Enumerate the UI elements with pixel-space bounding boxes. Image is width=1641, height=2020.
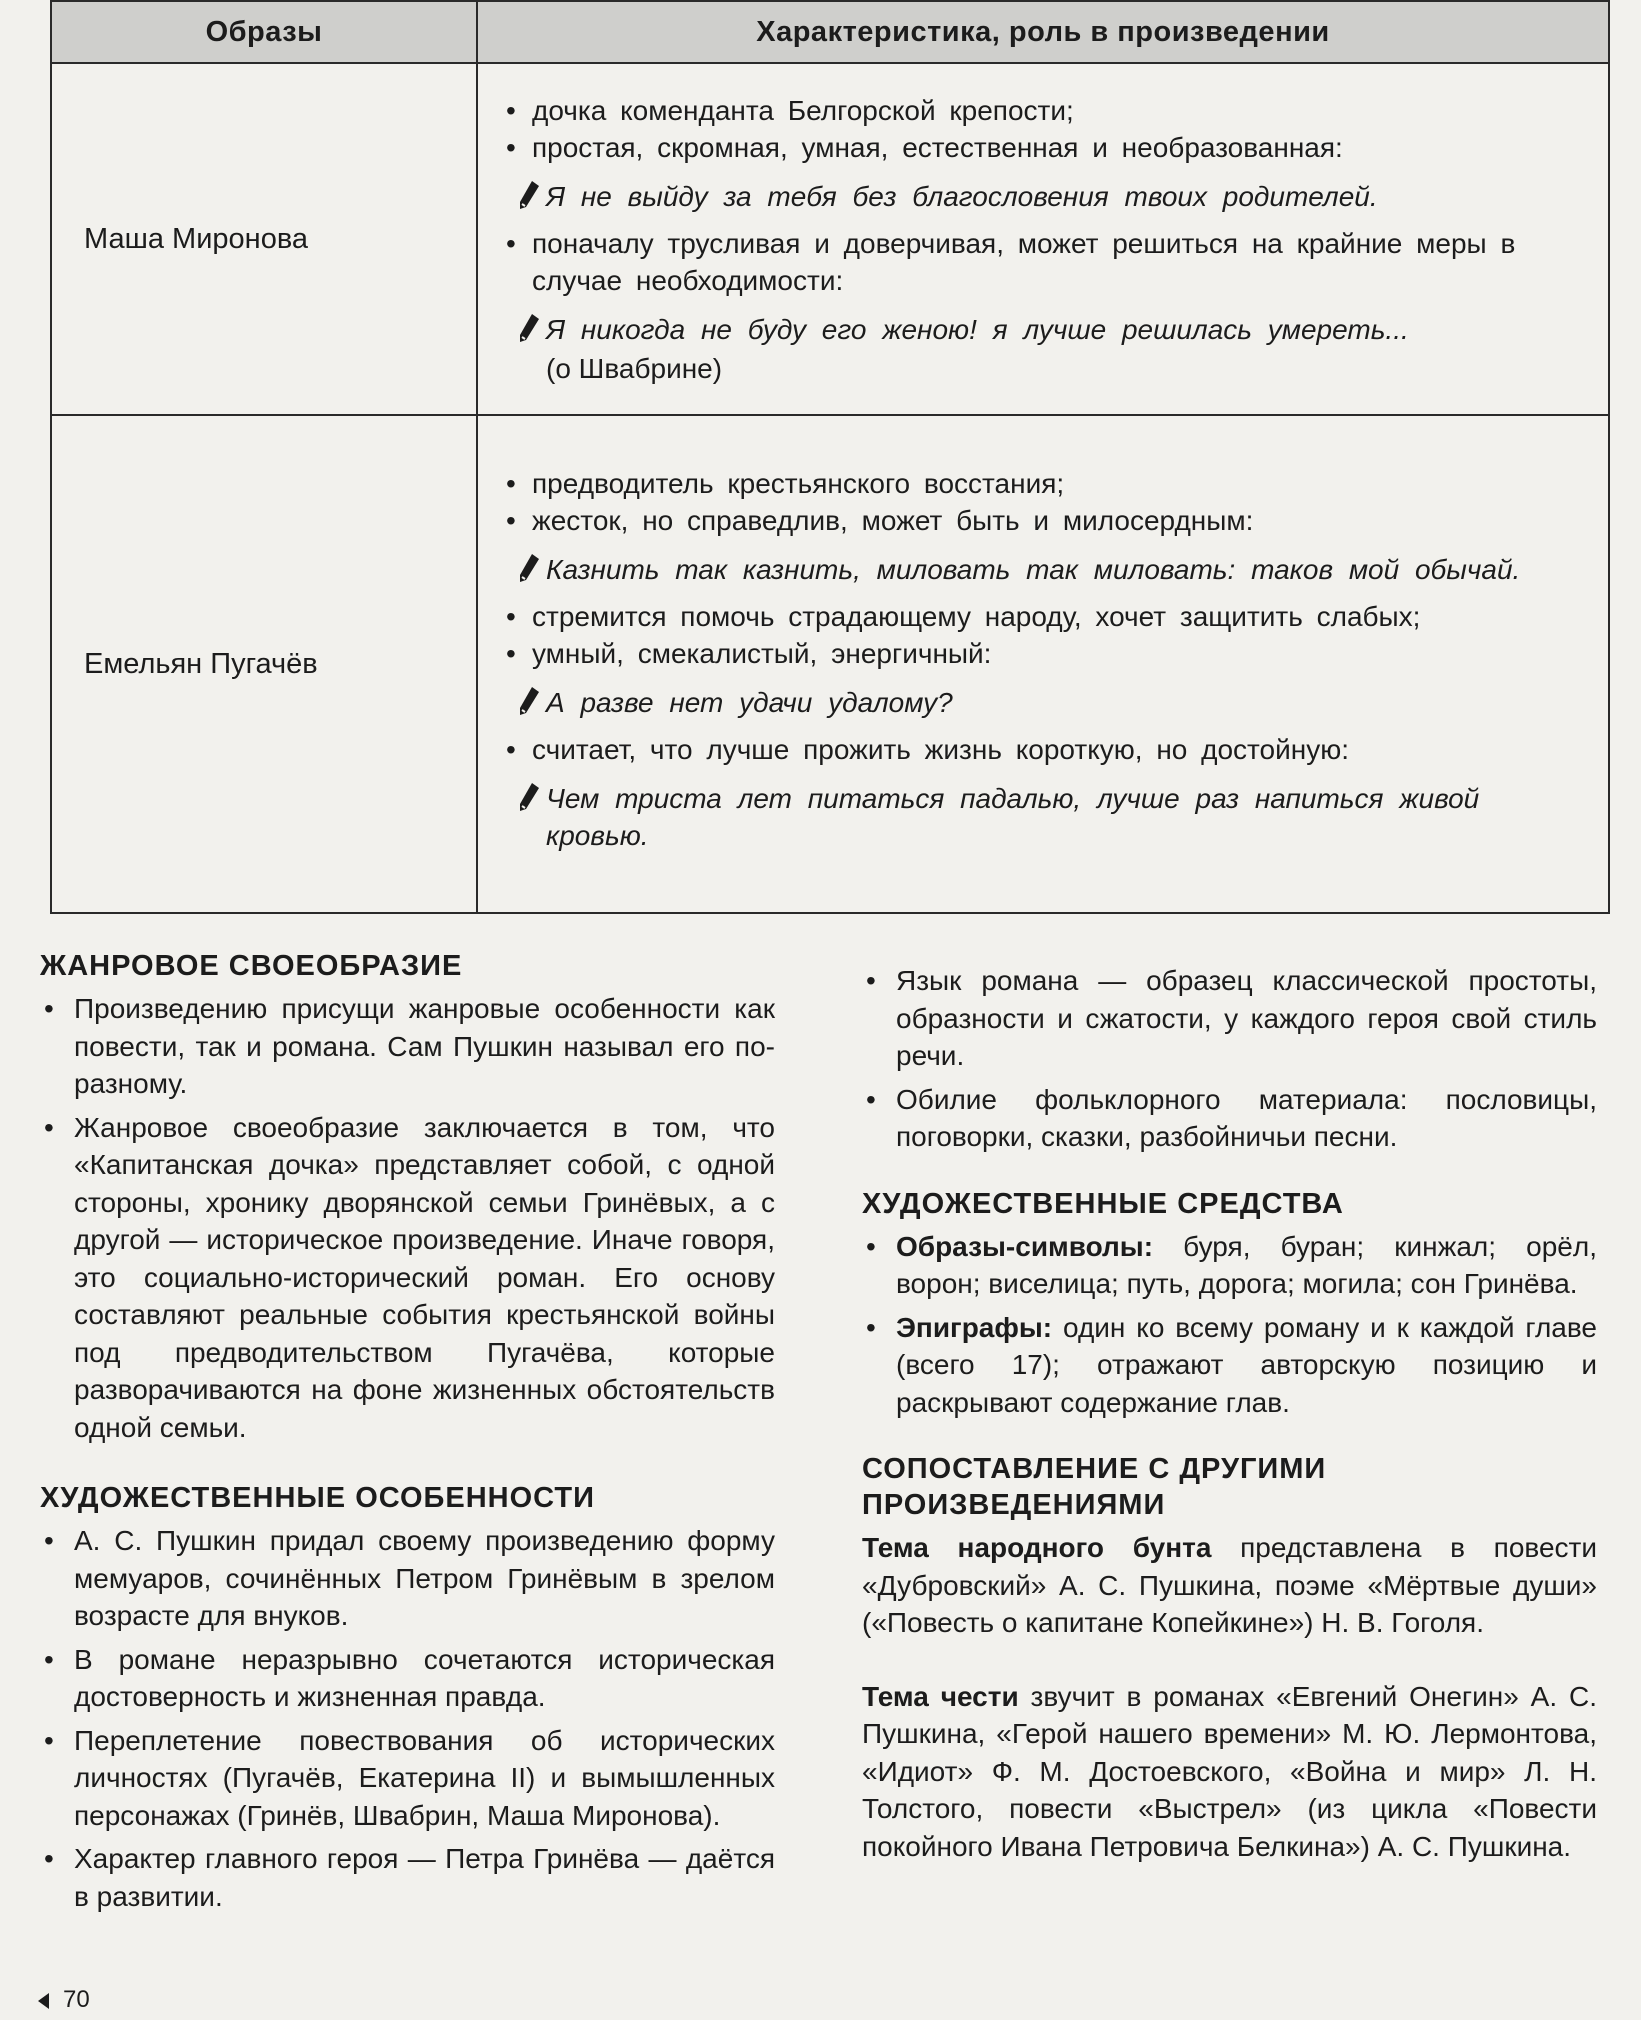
paragraph-text: представлена в повести «Дубровский» А. С. Пушкина, поэме «Мёртвые души» («Повесть о капитане Копейкине») Н. В. Гоголя. xyxy=(862,1532,1597,1638)
list-item: • Характер главного героя — Петра Гринёва — даётся в развитии. xyxy=(40,1840,775,1915)
list-item: • В романе неразрывно сочетаются историческая достоверность и жизненная правда. xyxy=(40,1641,775,1716)
term: Образы-символы: xyxy=(896,1230,1154,1262)
quote-text: Казнить так казнить, миловать так миловать: таков мой обычай. xyxy=(546,553,1521,585)
right-column xyxy=(862,962,1597,1871)
pen-icon xyxy=(518,553,540,583)
list-item: • Жанровое своеобразие заключается в том, что «Капитанская дочка» представляет собой, с одной стороны, хронику дворянской семьи Гринёвых, а с другой — историческое произведение. Иначе говоря, это социально-исторический роман. Его основу составляют реальные события крестьянской войны под предводительством Пугачёва, которые разворачиваются на фоне жизненных обстоятельств одной семьи. xyxy=(40,1109,775,1447)
list-item: • Обилие фольклорного материала: пословицы, поговорки, сказки, разбойничьи песни. xyxy=(862,1081,1597,1156)
quote-text: А разве нет удачи удалому? xyxy=(546,686,953,718)
table-row xyxy=(51,415,1609,913)
list-item: • умный, смекалистый, энергичный: xyxy=(506,635,1590,672)
table-header-row xyxy=(51,1,1609,63)
list-item xyxy=(862,1309,1597,1422)
section-heading-comparison xyxy=(862,1451,1597,1523)
page-number: 70 xyxy=(63,1986,90,2013)
characters-table xyxy=(50,0,1610,914)
quote xyxy=(506,684,1590,721)
list-item: • Язык романа — образец классической простоты, образности и сжатости, у каждого героя свой стиль речи. xyxy=(862,962,1597,1075)
quote xyxy=(506,311,1590,348)
list-item xyxy=(862,1228,1597,1303)
section-heading-features: ХУДОЖЕСТВЕННЫЕ ОСОБЕННОСТИ xyxy=(40,1482,595,1514)
list-item: • жесток, но справедлив, может быть и милосердным: xyxy=(506,502,1590,539)
page-footer xyxy=(38,1986,90,2014)
quote-text: Я никогда не буду его женою! я лучше решилась умереть... xyxy=(546,313,1409,345)
quote-note: (о Швабрине) xyxy=(546,352,723,384)
list-item: • поначалу трусливая и доверчивая, может решиться на крайние меры в случае необходимости: xyxy=(506,225,1590,299)
table-row xyxy=(51,63,1609,415)
paragraph xyxy=(862,1678,1597,1866)
list-item: • простая, скромная, умная, естественная и необразованная: xyxy=(506,129,1590,166)
theme-title: Тема чести xyxy=(862,1680,1019,1712)
quote xyxy=(506,551,1590,588)
pen-icon xyxy=(518,782,540,812)
page-arrow-icon xyxy=(38,1993,49,2009)
list-item: • стремится помочь страдающему народу, хочет защитить слабых; xyxy=(506,598,1590,635)
pen-icon xyxy=(518,686,540,716)
column-header-images: Образы xyxy=(51,1,477,63)
paragraph xyxy=(862,1529,1597,1642)
character-description xyxy=(477,63,1609,415)
heading-line: ПРОИЗВЕДЕНИЯМИ xyxy=(862,1489,1166,1521)
list-item: • предводитель крестьянского восстания; xyxy=(506,465,1590,502)
quote-text: Чем триста лет питаться падалью, лучше раз напиться живой кровью. xyxy=(546,782,1480,851)
character-name: Маша Миронова xyxy=(51,63,477,415)
left-column xyxy=(40,948,775,1921)
quote xyxy=(506,780,1590,854)
paragraph-text: звучит в романах «Евгений Онегин» А. С. Пушкина, «Герой нашего времени» М. Ю. Лермонтова, «Идиот» Ф. М. Достоевского, «Война и мир» Л. Н. Толстого, повести «Выстрел» (из цикла «Повести покойного Ивана Петровича Белкина») А. С. Пушкина. xyxy=(862,1680,1597,1862)
theme-title: Тема народного бунта xyxy=(862,1532,1212,1563)
pen-icon xyxy=(518,313,540,343)
heading-line: СОПОСТАВЛЕНИЕ С ДРУГИМИ xyxy=(862,1453,1327,1485)
list-item: • считает, что лучше прожить жизнь короткую, но достойную: xyxy=(506,731,1590,768)
section-heading-means: ХУДОЖЕСТВЕННЫЕ СРЕДСТВА xyxy=(862,1187,1344,1220)
term-text: один ко всему роману и к каждой главе (всего 17); отражают авторскую позицию и раскрывают содержание глав. xyxy=(896,1311,1597,1418)
term-text: буря, буран; кинжал; орёл, ворон; виселица; путь, дорога; могила; сон Гринёва. xyxy=(896,1230,1597,1299)
character-description xyxy=(477,415,1609,913)
column-header-characteristics: Характеристика, роль в произведении xyxy=(477,1,1609,63)
list-item: • Произведению присущи жанровые особенности как повести, так и романа. Сам Пушкин называл его по-разному. xyxy=(40,990,775,1103)
list-item: • А. С. Пушкин придал своему произведению форму мемуаров, сочинённых Петром Гринёвым в зрелом возрасте для внуков. xyxy=(40,1522,775,1635)
section-heading-genre: ЖАНРОВОЕ СВОЕОБРАЗИЕ xyxy=(40,950,463,982)
term: Эпиграфы: xyxy=(896,1311,1053,1343)
character-name: Емельян Пугачёв xyxy=(51,415,477,913)
pen-icon xyxy=(518,180,540,210)
quote xyxy=(506,178,1590,215)
quote-text: Я не выйду за тебя без благословения твоих родителей. xyxy=(546,180,1378,212)
list-item: • дочка коменданта Белгорской крепости; xyxy=(506,92,1590,129)
list-item: • Переплетение повествования об исторических личностях (Пугачёв, Екатерина II) и вымышленных персонажах (Гринёв, Швабрин, Маша Миронова). xyxy=(40,1722,775,1835)
